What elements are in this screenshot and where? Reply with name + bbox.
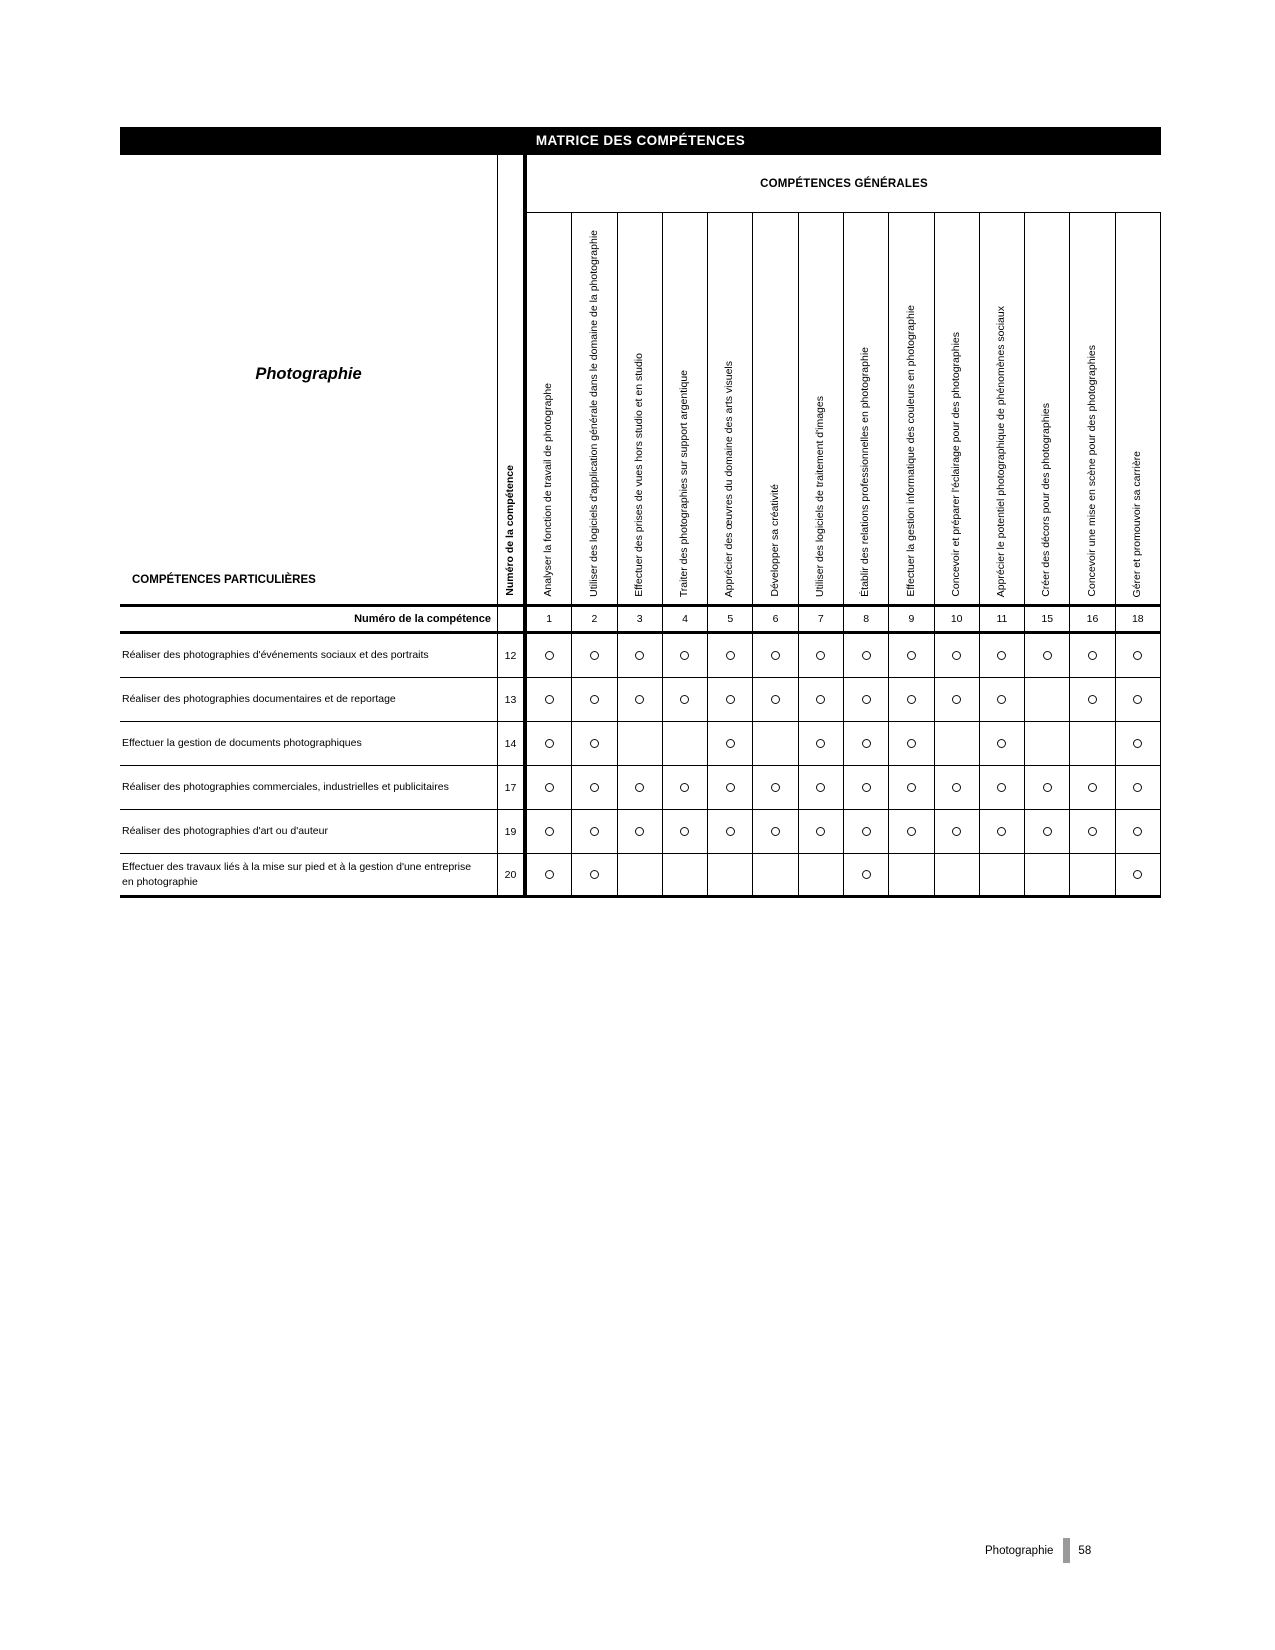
matrix-cell	[1116, 722, 1161, 765]
competency-mark-circle	[545, 870, 554, 879]
competency-mark-circle	[862, 651, 871, 660]
matrix-cell	[844, 810, 889, 853]
matrix-cell	[753, 634, 798, 677]
competency-row-cells	[527, 810, 1161, 853]
competency-mark-circle	[997, 827, 1006, 836]
competency-mark-circle	[907, 827, 916, 836]
numbers-row-label: Numéro de la compétence	[354, 613, 491, 625]
matrix-cell	[708, 634, 753, 677]
matrix-cell	[1025, 722, 1070, 765]
matrix-cell	[980, 766, 1025, 809]
numbers-row-cells	[527, 607, 1161, 631]
matrix-cell	[618, 678, 663, 721]
general-competency-header-cell	[1070, 213, 1115, 604]
general-competency-number: 1	[527, 607, 572, 631]
footer-section-label: Photographie	[985, 1544, 1054, 1557]
particular-competency-number: 17	[497, 766, 527, 809]
general-competency-number: 9	[889, 607, 934, 631]
particular-competency-label: Réaliser des photographies commerciales, industrielles et publicitaires	[122, 781, 449, 794]
general-competency-header-cell	[844, 213, 889, 604]
matrix-cell	[980, 810, 1025, 853]
competency-mark-circle	[590, 783, 599, 792]
particular-competencies-heading: COMPÉTENCES PARTICULIÈRES	[132, 574, 316, 586]
competency-mark-circle	[816, 739, 825, 748]
general-competencies-area	[527, 155, 1161, 604]
matrix-cell	[799, 722, 844, 765]
matrix-cell	[1116, 810, 1161, 853]
general-competency-label: Apprécier le potentiel photographique de phénomènes sociaux	[995, 305, 1008, 597]
general-competency-header-cell	[663, 213, 708, 604]
competency-numbers-row	[120, 604, 1161, 634]
competency-mark-circle	[726, 783, 735, 792]
matrix-cell	[572, 678, 617, 721]
competency-mark-circle	[1088, 783, 1097, 792]
competency-mark-circle	[680, 695, 689, 704]
competency-mark-circle	[862, 783, 871, 792]
matrix-cell	[799, 810, 844, 853]
general-competency-label: Concevoir une mise en scène pour des photographies	[1085, 345, 1098, 597]
matrix-cell	[980, 678, 1025, 721]
matrix-cell	[708, 854, 753, 895]
matrix-cell	[980, 722, 1025, 765]
competency-mark-circle	[771, 827, 780, 836]
competency-mark-circle	[635, 783, 644, 792]
competency-mark-circle	[1133, 651, 1142, 660]
matrix-cell	[572, 854, 617, 895]
competency-number-column-header	[497, 155, 527, 604]
particular-competency-number: 12	[497, 634, 527, 677]
competency-row-cells	[527, 678, 1161, 721]
matrix-cell	[753, 810, 798, 853]
competency-mark-circle	[907, 695, 916, 704]
matrix-cell	[1070, 722, 1115, 765]
competency-mark-circle	[1133, 870, 1142, 879]
competency-mark-circle	[862, 827, 871, 836]
competency-row	[120, 722, 1161, 766]
matrix-cell	[572, 766, 617, 809]
competency-mark-circle	[952, 827, 961, 836]
matrix-cell	[708, 722, 753, 765]
matrix-cell	[889, 810, 934, 853]
competency-mark-circle	[862, 870, 871, 879]
competency-number-vertical-label: Numéro de la compétence	[503, 465, 516, 596]
matrix-cell	[1025, 854, 1070, 895]
matrix-cell	[980, 634, 1025, 677]
general-competency-number: 10	[935, 607, 980, 631]
matrix-cell	[708, 810, 753, 853]
competency-mark-circle	[1043, 651, 1052, 660]
matrix-cell	[527, 810, 572, 853]
matrix-cell	[663, 634, 708, 677]
general-competency-header-cell	[980, 213, 1025, 604]
competency-mark-circle	[1088, 695, 1097, 704]
competency-mark-circle	[590, 870, 599, 879]
competency-mark-circle	[997, 783, 1006, 792]
matrix-cell	[935, 766, 980, 809]
competency-mark-circle	[590, 651, 599, 660]
competency-mark-circle	[726, 695, 735, 704]
general-competencies-heading: COMPÉTENCES GÉNÉRALES	[760, 177, 928, 190]
particular-competency-label: Réaliser des photographies d'événements sociaux et des portraits	[122, 649, 429, 662]
matrix-cell	[799, 634, 844, 677]
general-competency-label: Utiliser des logiciels de traitement d'images	[814, 395, 826, 597]
competency-mark-circle	[545, 739, 554, 748]
competency-mark-circle	[907, 783, 916, 792]
competency-mark-circle	[635, 651, 644, 660]
competency-row-cells	[527, 634, 1161, 677]
competency-row	[120, 766, 1161, 810]
general-competency-header-cell	[753, 213, 798, 604]
general-competency-label: Gérer et promouvoir sa carrière	[1130, 450, 1143, 597]
general-competency-number: 7	[799, 607, 844, 631]
general-competency-label: Créer des décors pour des photographies	[1040, 403, 1053, 597]
matrix-cell	[663, 766, 708, 809]
competency-mark-circle	[907, 651, 916, 660]
matrix-cell	[935, 678, 980, 721]
competency-mark-circle	[680, 651, 689, 660]
general-competency-header-cell	[935, 213, 980, 604]
header-band	[120, 155, 1161, 604]
general-competency-header-cell	[527, 213, 572, 604]
competency-mark-circle	[545, 827, 554, 836]
matrix-cell	[618, 810, 663, 853]
competency-mark-circle	[680, 827, 689, 836]
general-competency-header-cell	[708, 213, 753, 604]
competency-mark-circle	[1043, 827, 1052, 836]
competency-mark-circle	[816, 695, 825, 704]
matrix-cell	[572, 634, 617, 677]
general-competency-label: Apprécier des œuvres du domaine des arts visuels	[723, 360, 736, 597]
general-competency-label: Utiliser des logiciels d'application générale dans le domaine de la photographie	[587, 230, 600, 597]
matrix-cell	[844, 722, 889, 765]
competency-row	[120, 854, 1161, 898]
matrix-cell	[1025, 766, 1070, 809]
general-competency-header-cell	[618, 213, 663, 604]
matrix-cell	[663, 810, 708, 853]
general-competency-label: Traiter des photographies sur support argentique	[678, 369, 691, 597]
competency-mark-circle	[590, 739, 599, 748]
competency-row	[120, 678, 1161, 722]
matrix-cell	[1070, 634, 1115, 677]
competency-mark-circle	[816, 651, 825, 660]
left-header-area	[120, 155, 497, 604]
matrix-cell	[618, 634, 663, 677]
competency-mark-circle	[997, 651, 1006, 660]
matrix-cell	[935, 810, 980, 853]
competency-row-cells	[527, 766, 1161, 809]
matrix-cell	[889, 854, 934, 895]
general-competency-number: 8	[844, 607, 889, 631]
matrix-cell	[1025, 810, 1070, 853]
matrix-cell	[1116, 854, 1161, 895]
competency-mark-circle	[590, 827, 599, 836]
general-competency-number: 6	[753, 607, 798, 631]
matrix-cell	[889, 634, 934, 677]
matrix-cell	[753, 678, 798, 721]
matrix-cell	[618, 722, 663, 765]
program-title: Photographie	[255, 365, 362, 383]
competency-mark-circle	[1133, 739, 1142, 748]
particular-competency-number: 14	[497, 722, 527, 765]
competency-mark-circle	[907, 739, 916, 748]
general-competency-number: 4	[663, 607, 708, 631]
matrix-cell	[799, 854, 844, 895]
matrix-cell	[1116, 678, 1161, 721]
page-footer	[985, 1538, 1135, 1563]
competency-mark-circle	[1088, 827, 1097, 836]
particular-competency-rows	[120, 634, 1161, 898]
matrix-cell	[1070, 810, 1115, 853]
general-competency-number: 11	[980, 607, 1025, 631]
matrix-cell	[663, 722, 708, 765]
matrix-cell	[935, 722, 980, 765]
matrix-cell	[799, 678, 844, 721]
general-competency-label: Développer sa créativité	[768, 484, 781, 597]
particular-competency-label: Réaliser des photographies documentaires et de reportage	[122, 693, 396, 706]
matrix-cell	[844, 678, 889, 721]
competency-row-cells	[527, 854, 1161, 895]
general-competency-header-cell	[1025, 213, 1070, 604]
general-competency-number: 15	[1025, 607, 1070, 631]
competency-mark-circle	[952, 651, 961, 660]
general-competency-number: 16	[1070, 607, 1115, 631]
competency-mark-circle	[545, 651, 554, 660]
general-competency-label: Concevoir et préparer l'éclairage pour des photographies	[949, 332, 962, 597]
matrix-cell	[889, 766, 934, 809]
matrix-cell	[572, 722, 617, 765]
matrix-cell	[753, 722, 798, 765]
competency-mark-circle	[771, 783, 780, 792]
matrix-cell	[889, 678, 934, 721]
general-competency-label: Effectuer des prises de vues hors studio et en studio	[632, 353, 645, 597]
competency-mark-circle	[997, 739, 1006, 748]
general-competency-header-cell	[889, 213, 934, 604]
matrix-cell	[663, 854, 708, 895]
matrix-cell	[618, 766, 663, 809]
matrix-cell	[527, 854, 572, 895]
matrix-cell	[1025, 634, 1070, 677]
competency-matrix-table	[120, 127, 1161, 898]
competency-mark-circle	[952, 695, 961, 704]
competency-mark-circle	[545, 783, 554, 792]
competency-mark-circle	[590, 695, 599, 704]
matrix-cell	[1025, 678, 1070, 721]
matrix-cell	[844, 634, 889, 677]
competency-mark-circle	[726, 739, 735, 748]
competency-row	[120, 634, 1161, 678]
particular-competency-label: Effectuer la gestion de documents photographiques	[122, 737, 362, 750]
competency-mark-circle	[1043, 783, 1052, 792]
competency-mark-circle	[862, 695, 871, 704]
matrix-title-bar: MATRICE DES COMPÉTENCES	[120, 127, 1161, 155]
competency-mark-circle	[771, 695, 780, 704]
general-competency-label: Analyser la fonction de travail de photographe	[542, 383, 555, 597]
matrix-cell	[935, 634, 980, 677]
matrix-cell	[844, 766, 889, 809]
particular-competency-number: 13	[497, 678, 527, 721]
general-competency-number: 2	[572, 607, 617, 631]
matrix-cell	[889, 722, 934, 765]
matrix-cell	[527, 634, 572, 677]
competency-mark-circle	[816, 827, 825, 836]
competency-mark-circle	[771, 651, 780, 660]
matrix-cell	[1116, 766, 1161, 809]
matrix-cell	[663, 678, 708, 721]
particular-competency-number: 19	[497, 810, 527, 853]
general-competency-label: Établir des relations professionnelles en photographie	[859, 347, 872, 597]
footer-page-number: 58	[1078, 1544, 1092, 1557]
numbers-row-spacer	[497, 607, 527, 631]
competency-mark-circle	[862, 739, 871, 748]
general-competency-number: 5	[708, 607, 753, 631]
competency-mark-circle	[726, 651, 735, 660]
competency-row	[120, 810, 1161, 854]
matrix-cell	[1116, 634, 1161, 677]
general-competency-header-cell	[1116, 213, 1161, 604]
general-competency-header-row	[527, 212, 1161, 604]
matrix-cell	[618, 854, 663, 895]
particular-competency-label: Réaliser des photographies d'art ou d'auteur	[122, 825, 328, 838]
competency-mark-circle	[635, 827, 644, 836]
competency-mark-circle	[726, 827, 735, 836]
matrix-cell	[799, 766, 844, 809]
matrix-cell	[980, 854, 1025, 895]
competency-row-cells	[527, 722, 1161, 765]
general-competency-number: 18	[1116, 607, 1161, 631]
competency-mark-circle	[997, 695, 1006, 704]
general-competency-header-cell	[572, 213, 617, 604]
matrix-cell	[527, 722, 572, 765]
matrix-cell	[572, 810, 617, 853]
matrix-cell	[844, 854, 889, 895]
competency-mark-circle	[1133, 695, 1142, 704]
competency-mark-circle	[952, 783, 961, 792]
matrix-cell	[527, 678, 572, 721]
matrix-cell	[1070, 678, 1115, 721]
competency-mark-circle	[635, 695, 644, 704]
matrix-cell	[1070, 766, 1115, 809]
competency-mark-circle	[816, 783, 825, 792]
particular-competency-label: Effectuer des travaux liés à la mise sur pied et à la gestion d'une entreprise en photographie	[122, 861, 472, 888]
matrix-cell	[708, 766, 753, 809]
matrix-cell	[753, 766, 798, 809]
general-competency-header-cell	[799, 213, 844, 604]
matrix-cell	[527, 766, 572, 809]
general-competency-number: 3	[618, 607, 663, 631]
matrix-cell	[708, 678, 753, 721]
competency-mark-circle	[1133, 827, 1142, 836]
particular-competency-number: 20	[497, 854, 527, 895]
competency-mark-circle	[545, 695, 554, 704]
general-competency-label: Effectuer la gestion informatique des couleurs en photographie	[904, 305, 917, 597]
matrix-cell	[935, 854, 980, 895]
competency-mark-circle	[680, 783, 689, 792]
footer-divider-bar	[1063, 1538, 1070, 1563]
matrix-cell	[1070, 854, 1115, 895]
matrix-cell	[753, 854, 798, 895]
competency-mark-circle	[1088, 651, 1097, 660]
competency-mark-circle	[1133, 783, 1142, 792]
